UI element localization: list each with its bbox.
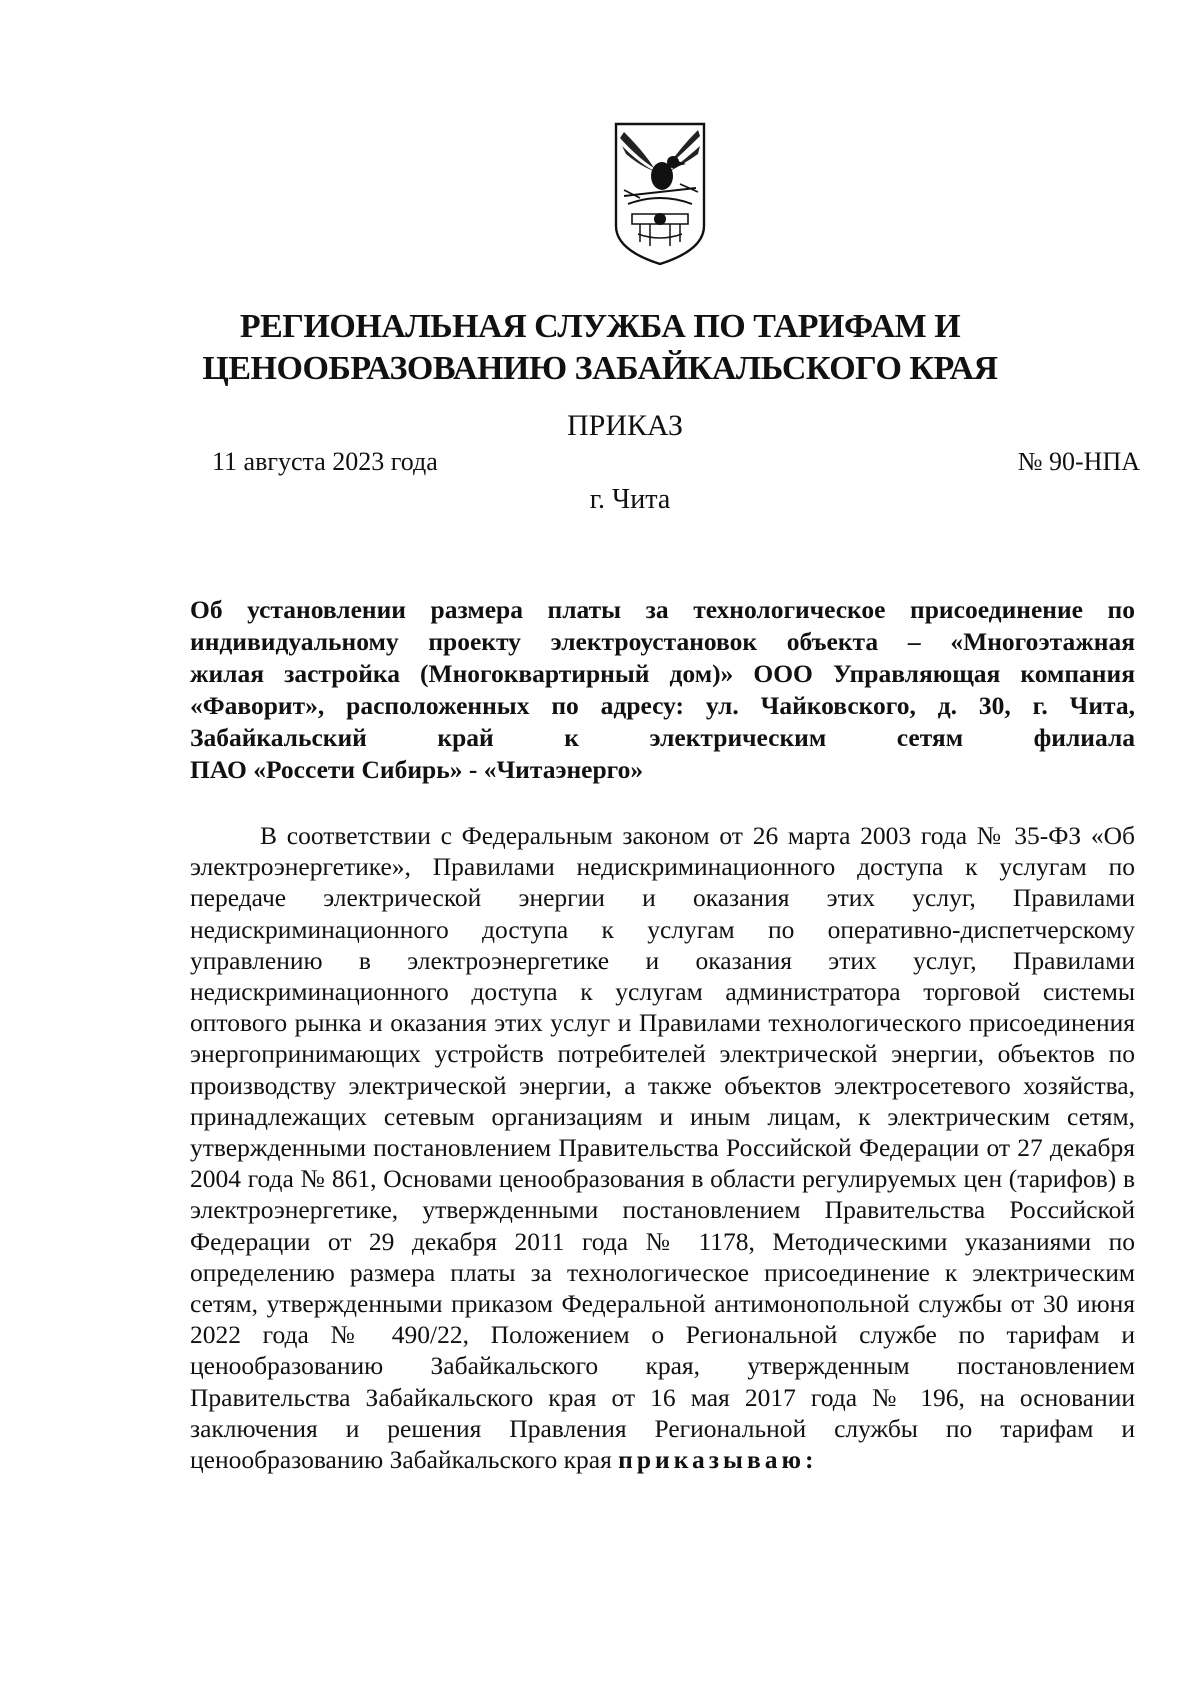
org-line-1: РЕГИОНАЛЬНАЯ СЛУЖБА ПО ТАРИФАМ И <box>239 308 961 345</box>
coat-of-arms-icon <box>610 118 710 268</box>
order-body <box>190 820 1135 1475</box>
order-city: г. Чита <box>589 484 671 515</box>
subject-line: Забайкальский край к электрическим сетям филиала <box>190 723 1135 752</box>
subject-line: ПАО «Россети Сибирь» - «Читаэнерго» <box>190 755 644 784</box>
subject-line: Об установлении размера платы за технологическое присоединение по <box>190 595 1135 624</box>
subject-line: индивидуальному проекту электроустановок объекта – «Многоэтажная <box>190 627 1135 656</box>
subject-line: жилая застройка (Многоквартирный дом)» ООО Управляющая компания <box>190 659 1135 688</box>
org-line-2: ЦЕНООБРАЗОВАНИЮ ЗАБАЙКАЛЬСКОГО КРАЯ <box>202 350 998 387</box>
order-number: № 90-НПА <box>1017 447 1140 476</box>
organization-name <box>0 306 1200 390</box>
decree-word: приказываю: <box>618 1445 818 1475</box>
body-paragraph: В соответствии с Федеральным законом от 26 марта 2003 года № 35-ФЗ «Об электроэнергетике», Правилами недискриминационного доступа к услугам по передаче электрической энергии и оказания этих услуг, Правилами недискриминационного доступа к услугам по оперативно-диспетчерскому управлению в электроэнергетике и оказания этих услуг, Правилами недискриминационного доступа к услугам администратора торговой системы оптового рынка и оказания этих услуг и Правилами технологического присоединения энергопринимающих устройств потребителей электрической энергии, объектов по производству электрической энергии, а также объектов электросетевого хозяйства, принадлежащих сетевым организациям и иным лицам, к электрическим сетям, утвержденными постановлением Правительства Российской Федерации от 27 декабря 2004 года № 861, Основами ценообразования в области регулируемых цен (тарифов) в электроэнергетике, утвержденными постановлением Правительства Российской Федерации от 29 декабря 2011 года № 1178, Методическими указаниями по определению размера платы за технологическое присоединение к электрическим сетям, утвержденными приказом Федеральной антимонопольной службы от 30 июня 2022 года № 490/22, Положением о Региональной службе по тарифам и ценообразованию Забайкальского края, утвержденным постановлением Правительства Забайкальского края от 16 мая 2017 года № 196, на основании заключения и решения Правления Региональной службы по тарифам и ценообразованию Забайкальского края <box>190 821 1135 1475</box>
subject-line: «Фаворит», расположенных по адресу: ул. Чайковского, д. 30, г. Чита, <box>190 691 1135 720</box>
order-date: 11 августа 2023 года <box>212 447 438 476</box>
document-type: ПРИКАЗ <box>567 409 683 442</box>
order-subject <box>190 594 1135 786</box>
